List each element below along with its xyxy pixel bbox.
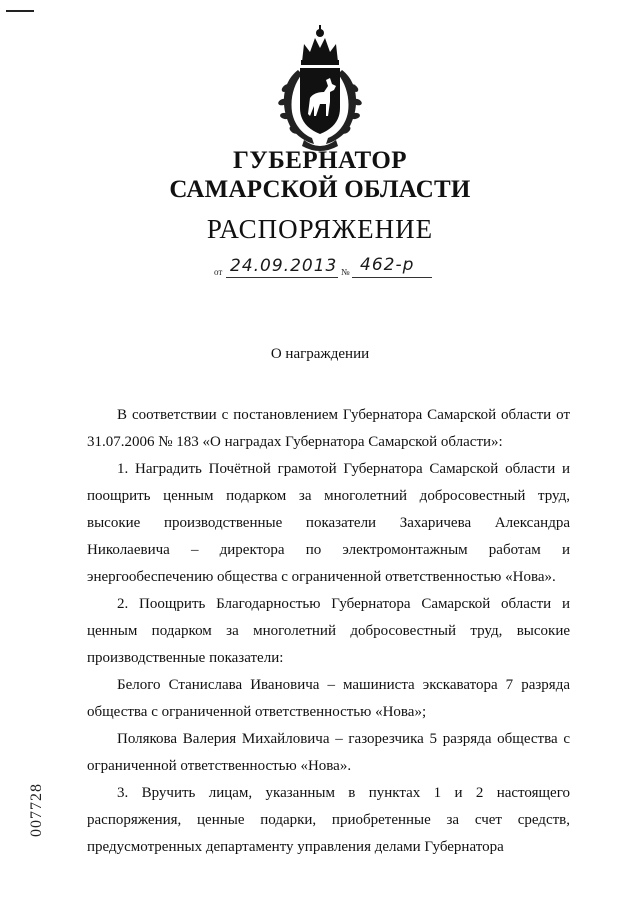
document-body <box>87 402 570 861</box>
serial-number: 007728 <box>28 783 45 837</box>
handwritten-date: 24.09.2013 <box>230 256 338 276</box>
paragraph-item-3: 3. Вручить лицам, указанным в пунктах 1 и 2 настоящего распоряжения, ценные подарки, приобретенные за счет средств, предусмотренных департаменту управления делами Губернатора <box>87 785 570 855</box>
date-underline <box>226 277 338 278</box>
paragraph-item-2: 2. Поощрить Благодарностью Губернатора Самарской области и ценным подарком за многолетний добросовестный труд, высокие производственные показатели: <box>87 596 570 666</box>
paragraph-item-1: 1. Наградить Почётной грамотой Губернатора Самарской области и поощрить ценным подарком за многолетний добросовестный труд, высокие производственные показатели Захаричева Александра Николаевича – директора по электромонтажным работам и энергообеспечению общества с ограниченной ответственностью «Нова». <box>87 461 570 585</box>
from-label: от <box>214 267 223 277</box>
authority-title-line-2: САМАРСКОЙ ОБЛАСТИ <box>169 176 471 203</box>
document-type: РАСПОРЯЖЕНИЕ <box>206 214 434 244</box>
number-underline <box>352 277 432 278</box>
date-number-line <box>214 254 454 284</box>
number-label: № <box>341 267 350 277</box>
document-subject: О награждении <box>270 346 370 362</box>
serial-stamp <box>26 770 48 850</box>
scan-mark <box>6 10 34 12</box>
samara-coat-of-arms-icon <box>268 22 372 154</box>
authority-title-line-1: ГУБЕРНАТОР <box>232 147 408 174</box>
paragraph-preamble: В соответствии с постановлением Губернатора Самарской области от 31.07.2006 № 183 «О наградах Губернатора Самарской области»: <box>87 407 570 450</box>
paragraph-person-1: Белого Станислава Ивановича – машиниста экскаватора 7 разряда общества с ограниченной ответственностью «Нова»; <box>87 677 570 720</box>
handwritten-number: 462-р <box>360 255 415 275</box>
paragraph-person-2: Полякова Валерия Михайловича – газорезчика 5 разряда общества с ограниченной ответственностью «Нова». <box>87 731 570 774</box>
